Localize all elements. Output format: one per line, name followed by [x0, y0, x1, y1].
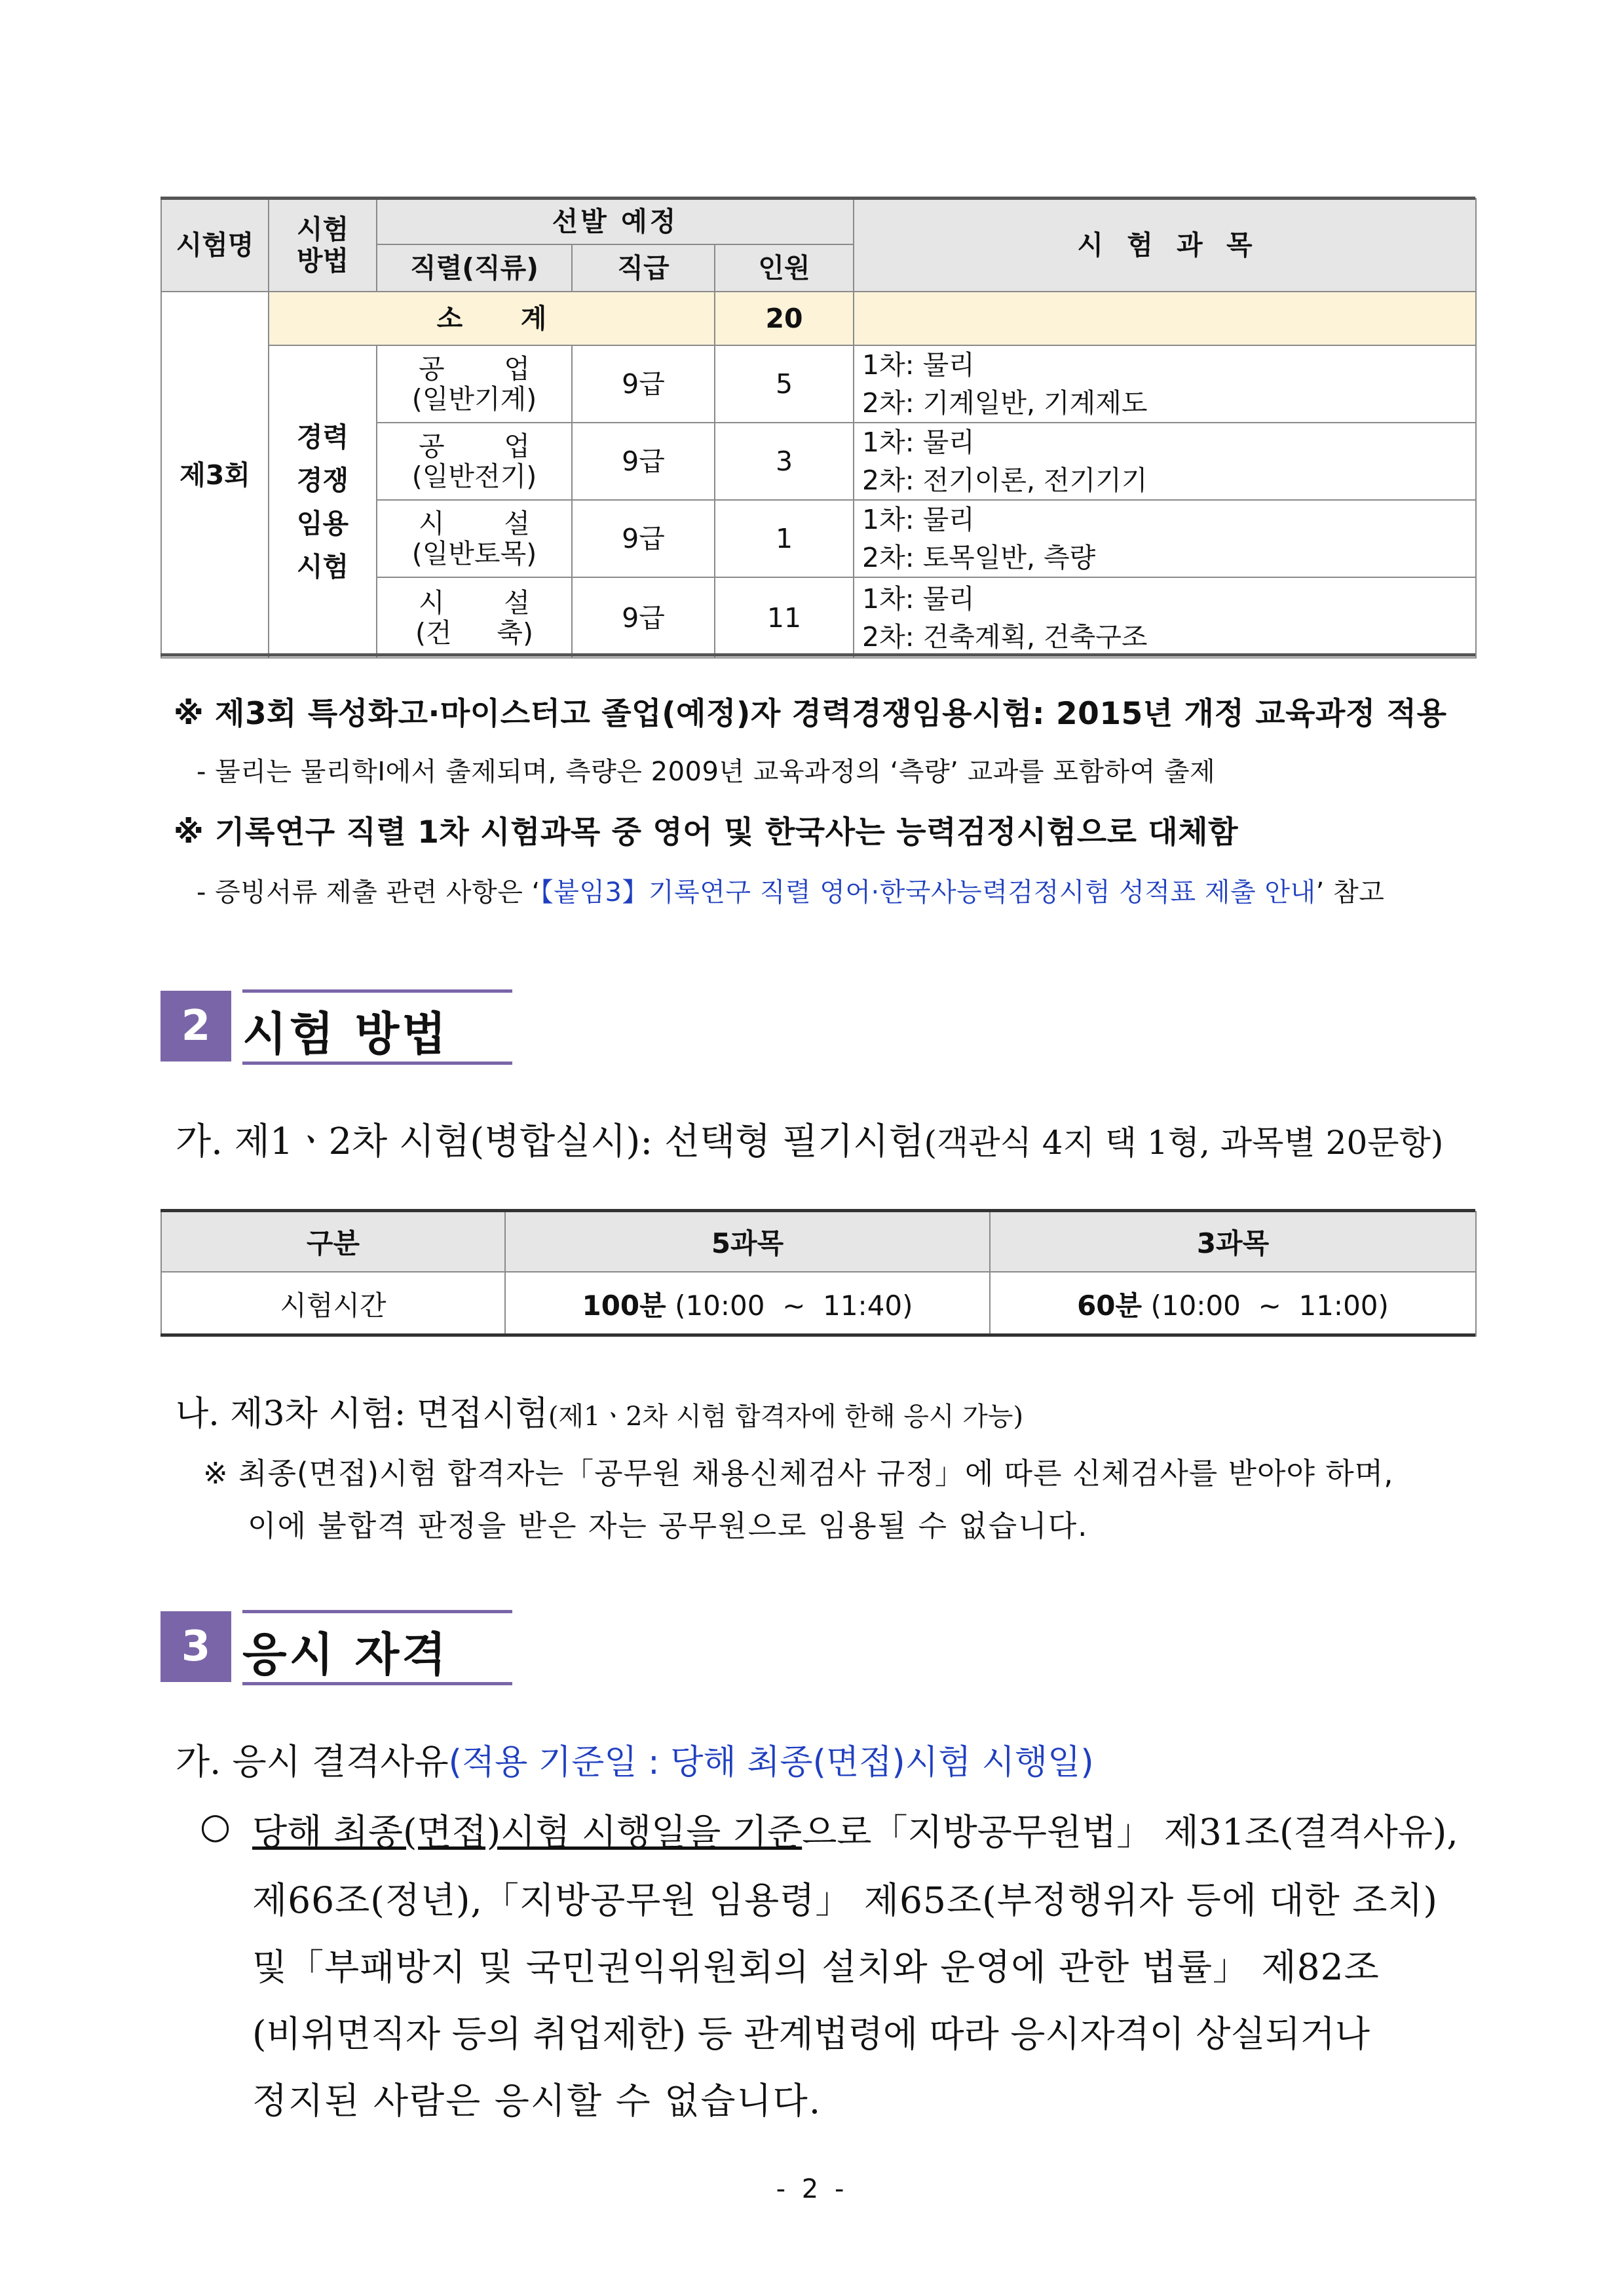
subjects-cell: 1차: 물리 2차: 기계일반, 기계제도 — [854, 345, 1476, 423]
series-cell: 시 설 (건 축) — [377, 577, 572, 658]
th-selection: 선발 예정 — [377, 199, 854, 244]
subtotal-blank — [854, 292, 1476, 345]
page-number: - 2 - — [776, 2174, 848, 2204]
section-3-body-line-2: 제66조(정년),「지방공무원 임용령」 제65조(부정행위자 등에 대한 조치) — [252, 1879, 1438, 1921]
section-3-body-line-5: 정지된 사람은 응시할 수 없습니다. — [252, 2080, 822, 2122]
series-cell: 공 업 (일반전기) — [377, 423, 572, 500]
exam-time-table — [161, 1211, 1477, 1337]
section-3-number: 3 — [161, 1611, 231, 1682]
th-exam-name: 시험명 — [161, 199, 269, 292]
th-grade: 직급 — [572, 244, 715, 292]
subtotal-value: 20 — [715, 292, 854, 345]
table2-top-rule — [161, 1209, 1475, 1212]
count-cell: 1 — [715, 500, 854, 577]
bullet-icon: ○ — [200, 1805, 231, 1846]
section-2-rule-top — [242, 989, 512, 993]
subjects-cell: 1차: 물리 2차: 전기이론, 전기기기 — [854, 423, 1476, 500]
note-1: ※ 제3회 특성화고·마이스터고 졸업(예정)자 경력경쟁임용시험: 2015년 개정 교육과정 적용 — [174, 696, 1447, 732]
section-2-title: 시험 방법 — [242, 1007, 449, 1061]
th-series: 직렬(직류) — [377, 244, 572, 292]
section-2-ga: 가. 제1ㆍ2차 시험(병합실시): 선택형 필기시험(객관식 4지 택 1형, 과목별 20문항) — [176, 1120, 1444, 1163]
section-2-number: 2 — [161, 991, 231, 1062]
section-3-title: 응시 자격 — [242, 1628, 449, 1681]
subtotal-label: 소 계 — [269, 292, 715, 345]
th-5-subjects: 5과목 — [505, 1212, 990, 1272]
count-cell: 5 — [715, 345, 854, 423]
th-3-subjects: 3과목 — [990, 1212, 1476, 1272]
series-cell: 시 설 (일반토목) — [377, 500, 572, 577]
attachment-link[interactable]: 【붙임3】기록연구 직렬 영어·한국사능력검정시험 성적표 제출 안내 — [540, 877, 1316, 908]
section-3-body-line-1: 당해 최종(면접)시험 시행일을 기준으로「지방공무원법」 제31조(결격사유), — [252, 1811, 1458, 1853]
grade-cell: 9급 — [572, 500, 715, 577]
note-1-sub: - 물리는 물리학Ⅰ에서 출제되며, 측량은 2009년 교육과정의 ‘측량’ 교과를 포함하여 출제 — [197, 757, 1216, 787]
exam-time-5: 100분 (10:00 ~ 11:40) — [505, 1272, 990, 1336]
table1-bottom-rule — [161, 653, 1475, 657]
note-2: ※ 기록연구 직렬 1차 시험과목 중 영어 및 한국사는 능력검정시험으로 대체함 — [174, 814, 1239, 851]
section-3-rule-bottom — [242, 1682, 512, 1685]
section-2-rule-bottom — [242, 1062, 512, 1065]
count-cell: 11 — [715, 577, 854, 658]
section-3-ga: 가. 응시 결격사유(적용 기준일 : 당해 최종(면접)시험 시행일) — [176, 1741, 1094, 1782]
exam-method-cell: 경력 경쟁 임용 시험 — [269, 345, 377, 658]
grade-cell: 9급 — [572, 577, 715, 658]
exam-round: 제3회 — [161, 292, 269, 658]
exam-time-3: 60분 (10:00 ~ 11:00) — [990, 1272, 1476, 1336]
th-count: 인원 — [715, 244, 854, 292]
series-cell: 공 업 (일반기계) — [377, 345, 572, 423]
section-2-na-note-2: 이에 불합격 판정을 받은 자는 공무원으로 임용될 수 없습니다. — [248, 1508, 1089, 1543]
grade-cell: 9급 — [572, 345, 715, 423]
th-subjects: 시 험 과 목 — [854, 199, 1476, 292]
exam-time-label: 시험시간 — [161, 1272, 505, 1336]
table2-bottom-rule — [161, 1333, 1475, 1337]
selection-table — [161, 198, 1477, 659]
section-3-body-line-4: (비위면직자 등의 취업제한) 등 관계법령에 따라 응시자격이 상실되거나 — [252, 2013, 1370, 2055]
th-category: 구분 — [161, 1212, 505, 1272]
section-3-rule-top — [242, 1610, 512, 1613]
section-2-na-note-1: ※ 최종(면접)시험 합격자는「공무원 채용신체검사 규정」에 따른 신체검사를 받아야 하며, — [203, 1456, 1394, 1491]
grade-cell: 9급 — [572, 423, 715, 500]
section-3-body-line-3: 및「부패방지 및 국민권익위원회의 설치와 운영에 관한 법률」 제82조 — [252, 1946, 1380, 1988]
table1-top-rule — [161, 197, 1475, 200]
note-2-sub: - 증빙서류 제출 관련 사항은 ‘【붙임3】기록연구 직렬 영어·한국사능력검정시험 성적표 제출 안내’ 참고 — [197, 877, 1385, 908]
section-2-na: 나. 제3차 시험: 면접시험(제1ㆍ2차 시험 합격자에 한해 응시 가능) — [176, 1394, 1024, 1434]
subjects-cell: 1차: 물리 2차: 토목일반, 측량 — [854, 500, 1476, 577]
th-exam-method: 시험 방법 — [269, 199, 377, 292]
subjects-cell: 1차: 물리 2차: 건축계획, 건축구조 — [854, 577, 1476, 658]
count-cell: 3 — [715, 423, 854, 500]
